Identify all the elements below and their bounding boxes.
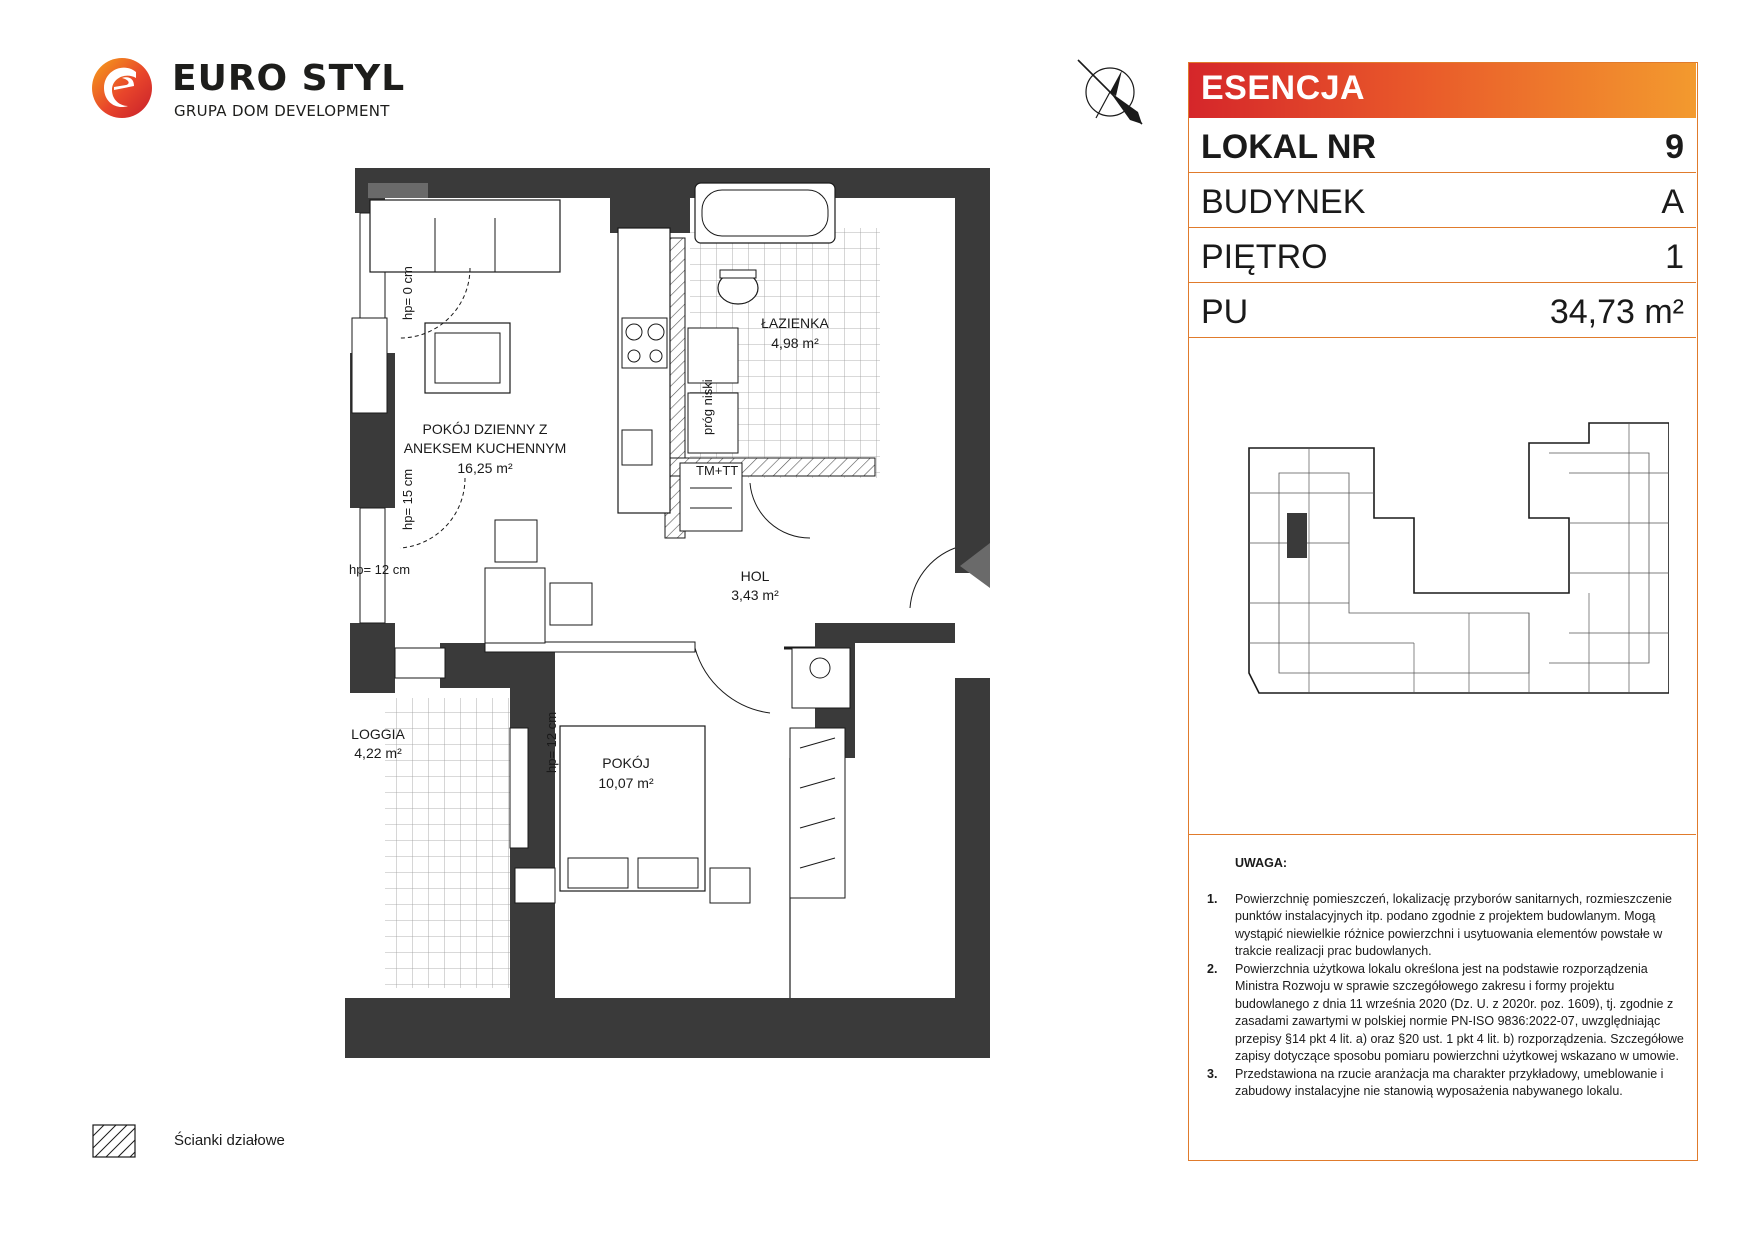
- notes-title: UWAGA:: [1235, 856, 1288, 870]
- row-floor: [1189, 228, 1696, 283]
- building-key-plan: [1229, 413, 1669, 733]
- note-number: 3.: [1207, 1066, 1218, 1081]
- room-hall-name: HOL: [740, 568, 770, 584]
- note-number: 1.: [1207, 891, 1218, 906]
- room-bedroom-area: 10,07 m²: [598, 775, 654, 791]
- row-unit-number-value: 9: [1665, 128, 1684, 166]
- hp-label-loggia: hp= 12 cm: [349, 562, 411, 577]
- row-building-value: A: [1661, 183, 1684, 221]
- note-text: Powierzchnię pomieszczeń, lokalizację przyborów sanitarnych, rozmieszczenie punktów instalacyjnych itp. podano zgodnie z projektem budowlanym. Mogą wystąpić niewielkie różnice powierzchni i usytuowania elementów powstałe w trakcie realizacji prac budowlanych.: [1235, 891, 1672, 958]
- note-item: [1207, 1066, 1687, 1101]
- brand-subtitle: GRUPA DOM DEVELOPMENT: [174, 102, 390, 120]
- floor-plan: [300, 168, 990, 1058]
- legend: [92, 1124, 392, 1164]
- brand-name: EURO STYL: [172, 58, 406, 99]
- room-loggia-area: 4,22 m²: [354, 745, 402, 761]
- note-item: [1207, 891, 1687, 961]
- row-area: [1189, 283, 1696, 338]
- partition-hatch-icon: [92, 1124, 136, 1158]
- note-text: Przedstawiona na rzucie aranżacja ma charakter przykładowy, umeblowanie i zabudowy instalacyjne nie stanowią wyposażenia nabywanego lokalu.: [1235, 1066, 1664, 1098]
- room-hall-area: 3,43 m²: [731, 587, 779, 603]
- project-name: ESENCJA: [1201, 69, 1366, 107]
- north-arrow-icon: [1070, 52, 1150, 132]
- floor-plan-drawing: [300, 168, 990, 1058]
- note-item: [1207, 961, 1687, 1066]
- room-bathroom-area: 4,98 m²: [771, 335, 819, 351]
- info-panel: [1188, 62, 1698, 1161]
- row-floor-key: PIĘTRO: [1201, 238, 1328, 276]
- room-bedroom-name: POKÓJ: [602, 755, 650, 771]
- row-area-key: PU: [1201, 293, 1249, 331]
- row-unit-number-key: LOKAL NR: [1201, 128, 1377, 166]
- tm-tt-label: TM+TT: [696, 463, 739, 478]
- room-living-area: 16,25 m²: [457, 460, 513, 476]
- project-header: [1189, 63, 1696, 118]
- note-text: Powierzchnia użytkowa lokalu określona jest na podstawie rozporządzenia Ministra Rozwoju w sprawie szczegółowego zakresu i formy projektu budowlanego z dnia 11 września 2020 (Dz. U. z 2020r. poz. 1609), tj. zgodnie z zasadami zawartymi w polskiej normie PN-ISO 9836:2022-07, uwzględniając przepisy §14 pkt 4 lit. a) oraz §20 ust. 1 pkt 4 lit. b) rozporządzenia. Szczegółowe zapisy dotyczące sposobu pomiaru powierzchni użytkowej wskazano w umowie.: [1235, 961, 1684, 1063]
- room-living-name: POKÓJ DZIENNY Z: [422, 421, 548, 437]
- hp-label-mid: hp= 15 cm: [400, 468, 415, 530]
- note-number: 2.: [1207, 961, 1218, 976]
- notes-section: [1207, 855, 1687, 1101]
- row-building-key: BUDYNEK: [1201, 183, 1366, 221]
- unit-highlight: [1287, 513, 1307, 558]
- threshold-label: próg niski: [700, 379, 715, 435]
- hp-label-bedroom: hp= 12 cm: [544, 711, 559, 773]
- row-floor-value: 1: [1665, 238, 1684, 276]
- legend-label: Ścianki działowe: [174, 1132, 285, 1149]
- room-bathroom-name: ŁAZIENKA: [761, 315, 829, 331]
- row-area-value: 34,73 m²: [1549, 293, 1684, 331]
- room-living-name2: ANEKSEM KUCHENNYM: [403, 440, 567, 456]
- brand-logo: [90, 56, 410, 126]
- eurostyl-logo-icon: [90, 56, 154, 120]
- row-unit-number: [1189, 118, 1696, 173]
- hp-label-top: hp= 0 cm: [400, 266, 415, 320]
- room-loggia-name: LOGGIA: [351, 726, 405, 742]
- row-building: [1189, 173, 1696, 228]
- building-key-plan-drawing: [1229, 413, 1669, 733]
